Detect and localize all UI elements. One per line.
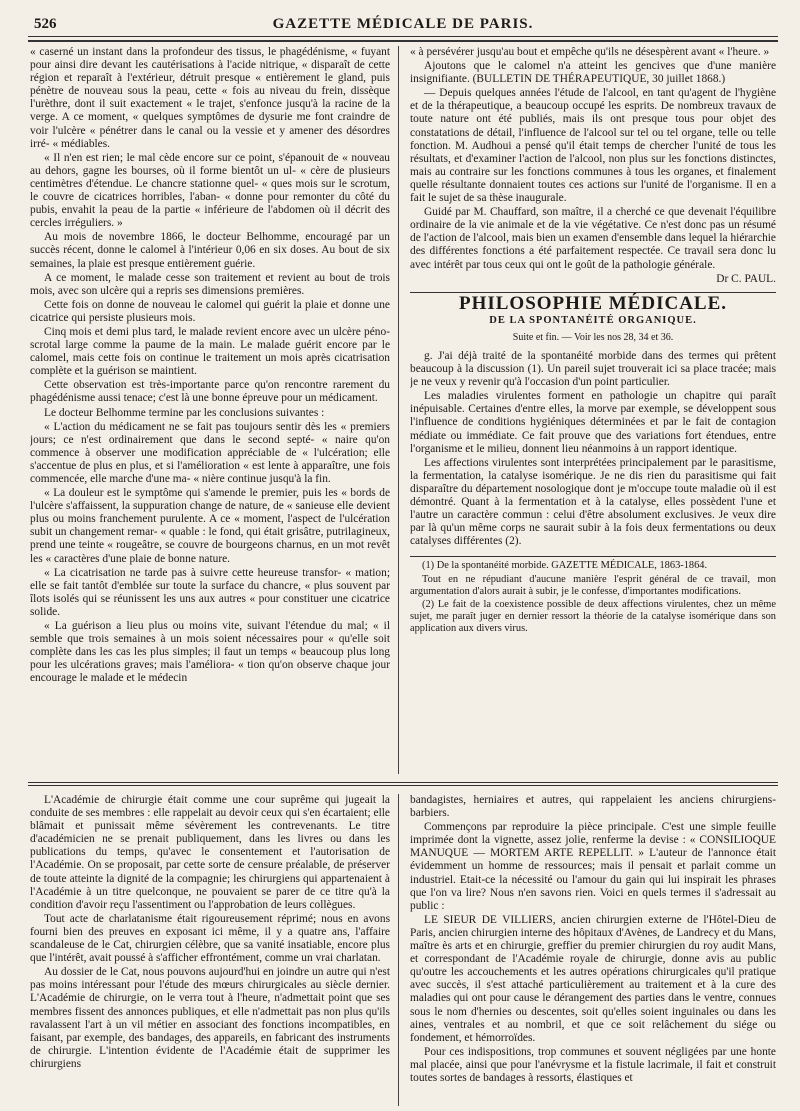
- header-rule: [28, 40, 778, 42]
- paragraph: bandagistes, herniaires et autres, qui rappelaient les anciens chirurgiens-barbiers.: [410, 794, 776, 820]
- footnotes: [410, 560, 776, 635]
- paragraph: Au mois de novembre 1866, le docteur Belhomme, encouragé par un succès récent, donne le calomel à l'intérieur 0,06 en six doses. Au bout de six semaines, la plaie est presque entièrement guérie.: [30, 231, 390, 270]
- feuilleton-rule: [28, 782, 778, 783]
- paragraph: « La douleur est le symptôme qui s'amende le premier, puis les « bords de l'ulcère s'affaissent, la suppuration change de nature, de « sanieuse elle devient plus ou moins franchement purulente. A ce « moment, l'aspect de l'ulcération subit un changement remar- « quable : le fond, qui était grisâtre, putrilagineux, prend une teinte « rougeâtre, se couvre de bourgeons charnus, en un mot revêt les « caractères d'une plaie de bonne nature.: [30, 487, 390, 565]
- top-left-column: [30, 46, 390, 776]
- paragraph: Pour ces indispositions, trop communes et souvent négligées par une honte mal placée, ainsi que pour l'anévrysme et la fistule lacrimale, il fait et construit toutes sortes de bandages à ressorts, élastiques et: [410, 1045, 776, 1084]
- feuilleton-rule: [28, 785, 778, 786]
- signature: Dr C. PAUL.: [716, 272, 776, 285]
- paragraph: Cette observation est très-importante parce qu'on rencontre rarement du phagédénisme aussi tenace; c'est là une bonne épreuve pour un médicament.: [30, 379, 390, 405]
- feuilleton-left-column: [30, 794, 390, 1106]
- paragraph: Commençons par reproduire la pièce principale. C'est une simple feuille imprimée dont la vignette, assez jolie, renferme la devise : « CONSILIOQUE MANUQUE — MORTEM ARTE REPELLIT. » L'auteur de l'annonce était évidemment un homme de ressources; mais il pensait et parlait comme un industriel. Etait-ce la nécessité ou l'amour du gain qui lui inspirait les phrases que l'on va lire? Nous n'en savons rien. Voici en quels termes il s'adressait au public :: [410, 821, 776, 912]
- section-subtitle: DE LA SPONTANÉITÉ ORGANIQUE.: [489, 314, 697, 326]
- paragraph: « La cicatrisation ne tarde pas à suivre cette heureuse transfor- « mation; elle se fait tantôt d'emblée sur toute la surface du chancre, « plus souvent par îlots isolés qui se réunissent les uns aux autres « pour constituer une cicatrice solide.: [30, 566, 390, 618]
- footnote: (2) Le fait de la coexistence possible de deux affections virulentes, chez un même sujet, me paraît juger en dernier ressort la théorie de la catalyse isomérique dans son application aux divers virus.: [410, 598, 776, 635]
- paragraph: « L'action du médicament ne se fait pas toujours sentir dès les « premiers jours; ce n'est ordinairement que dans le second septé- « naire qu'on commence à observer une modification appréciable de « l'ulcération; elle s'accentue de plus en plus, et si l'amélioration « est lente à apparaître, une fois commencée, elle marche d'une ma- « nière continue jusqu'à la fin.: [30, 420, 390, 485]
- paragraph: Ajoutons que le calomel n'a atteint les gencives que d'une manière insignifiante. (BULLETIN DE THÉRAPEUTIQUE, 30 juillet 1868.): [410, 60, 776, 86]
- section-title: PHILOSOPHIE MÉDICALE.: [458, 292, 728, 314]
- footnote-rule: [410, 556, 776, 557]
- paragraph: « à persévérer jusqu'au bout et empêche qu'ils ne désespèrent avant « l'heure. »: [410, 46, 770, 58]
- top-right-column: [410, 46, 776, 776]
- section-note: Suite et fin. — Voir les nos 28, 34 et 36.: [512, 331, 674, 343]
- paragraph: Au dossier de le Cat, nous pouvons aujourd'hui en joindre un autre qui n'est pas moins intéressant pour l'étude des mœurs chirurgicales au siècle dernier. L'Académie de chirurgie, on le verra tout à l'heure, n'admettait point que ses membres fissent des annonces publiques, et elle n'admettait pas non plus qu'ils ravalassent l'art à un vil métier en associant des fonctions incompatibles, en faisant, par exemple, des bandages, des appareils, en fabricant des instruments de chirurgie. L'intention évidente de l'Académie était de supprimer les chirurgiens: [30, 966, 390, 1070]
- paragraph: — Depuis quelques années l'étude de l'alcool, en tant qu'agent de l'hygiène et de la thérapeutique, a beaucoup occupé les esprits. De nombreux travaux de toute nature ont été publiés, mais ils ont presque tous pour objet des constatations de détail, l'influence de l'alcool sur tel ou tel organe, telle ou telle fonction. M. Audhoui a pensé qu'il était temps de chercher l'unité de tous les résultats, et d'examiner l'action de l'alcool, non plus sur les fonctions distinctes, mais au contraire sur les fonctions communes à tous les organes, et finalement quelle résultante donnaient toutes ces actions sur l'unité de l'organisme. Il en a fait le sujet de sa thèse inaugurale.: [410, 87, 776, 205]
- paragraph: LE SIEUR DE VILLIERS, ancien chirurgien externe de l'Hôtel-Dieu de Paris, ancien chirurgien interne des hôpitaux d'Avènes, de Landrecy et du Mans, maître ès arts et en chirurgie, greffier du premier chirurgien du roy audit Mans, et correspondant de l'Académie royale de chirurgie, donne avis au public qu'outre les accouchements et les autres opérations chirurgicales qu'il pratique avec succès, il s'est attaché particulièrement au traitement et à la cure des maladies qui ont pour cause le dérangement des parties dans le ventre, connues sous le nom d'hernies ou descentes, soit qu'elles soient inguinales ou dans les aines, ventrales et au nombril, et que ce soit relâchement du siége ou fondement, et hémorroïdes.: [410, 913, 776, 1044]
- column-divider: [398, 794, 399, 1106]
- paragraph: Tout acte de charlatanisme était rigoureusement réprimé; nous en avons fourni bien des preuves en exposant ici même, il y a quatre ans, l'affaire scandaleuse de le Cat, chirurgien célèbre, que sa vanité insatiable, encore plus que l'intérêt, avait poussé à s'afficher effrontément, comme un vrai charlatan.: [30, 912, 390, 965]
- paragraph: Cinq mois et demi plus tard, le malade revient encore avec un ulcère péno-scrotal large comme la paume de la main. Le malade guérit encore par le calomel, mais cette fois on continue le traitement un mois après cicatrisation complète et la guérison se maintient.: [30, 325, 390, 378]
- paragraph: « La guérison a lieu plus ou moins vite, suivant l'étendue du mal; « il semble que trois semaines à un mois soient nécessaires pour « qu'elle soit complète dans les cas les plus simples; il faut un temps « beaucoup plus long pour les ulcérations graves; mais l'améliora- « tion qu'on observe chaque jour encourage le malade et le médecin: [30, 620, 390, 685]
- paragraph: « caserné un instant dans la profondeur des tissus, le phagédénisme, « fuyant pour ainsi dire devant les cautérisations à l'acide nitrique, « disparaît de cette région et reparaît à l'extérieur, détruit presque « entièrement le gland, puis pénètre de nouveau sous la peau, cette « fois au niveau du frein, dissèque l'urèthre, dont il suit exactement « le trajet, s'enfonce jusqu'à la racine de la verge. A ce moment, « quelques symptômes de dysurie me font craindre de voir l'ulcère « pénétrer dans le canal ou la vessie et y amener des désordres irré- « médiables.: [30, 46, 390, 150]
- running-title: GAZETTE MÉDICALE DE PARIS.: [272, 16, 534, 32]
- paragraph: g. J'ai déjà traité de la spontanéité morbide dans des termes qui prêtent beaucoup à la discussion (1). Un pareil sujet trouverait ici sa place tracée; mais je ne veux y revenir qu'à l'occasion d'un point particulier.: [410, 349, 776, 389]
- paragraph: « Il n'en est rien; le mal cède encore sur ce point, s'épanouit de « nouveau au dehors, gagne les bourses, où il forme bientôt un ul- « cère de plusieurs centimètres d'étendue. Le chancre stationne quel- « ques mois sur le scrotum, le couvre de cicatrices horribles, l'aban- « donne pour remonter du côté du pubis, envahit la peau de la partie « inférieure de l'abdomen où il décrit des cercles irréguliers. »: [30, 151, 390, 230]
- paragraph: Guidé par M. Chauffard, son maître, il a cherché ce que devenait l'équilibre ordinaire de la vie animale et de la vie végétative. Ce n'est donc pas un résumé de l'action de l'alcool, mais bien un examen d'ensemble dans lequel la hiérarchie des différentes fonctions a été parfaitement respectée. Ce travail sera donc lu avec intérêt par tous ceux qui ont le goût de la pathologie générale.: [410, 206, 776, 271]
- page-number: 526: [34, 16, 57, 32]
- paragraph: A ce moment, le malade cesse son traitement et revient au bout de trois mois, avec son ulcère qui a repris ses dimensions premières.: [30, 271, 390, 297]
- footnote: (1) De la spontanéité morbide. GAZETTE MÉDICALE, 1863-1864.: [422, 560, 708, 572]
- paragraph: Les maladies virulentes forment en pathologie un chapitre qui paraît inépuisable. Certaines d'entre elles, la morve par exemple, se développent sous l'influence de conditions hygiéniques déterminées et par le fait de contagion médiate ou immédiate. Ce fait prouve que des variations fort étendues, entre l'organisme et le milieu, donnent lieu néanmoins à un rapport identique.: [410, 390, 776, 455]
- column-divider: [398, 46, 399, 774]
- footnote: Tout en ne répudiant d'aucune manière l'esprit général de ce travail, mon argumentation d'alors aurait à subir, je le confesse, d'importantes modifications.: [410, 573, 776, 597]
- paragraph: Cette fois on donne de nouveau le calomel qui guérit la plaie et donne une cicatrice qui persiste plusieurs mois.: [30, 298, 390, 324]
- page-header: [28, 14, 778, 37]
- paragraph: Les affections virulentes sont interprétées principalement par le parasitisme, la fermentation, la catalyse isomérique. Je ne dis rien du parasitisme qui fait disparaître du département nosologique dont je m'occupe toute maladie où il est démontré. Quant à la fermentation et à la catalyse, elles possèdent l'une et l'autre un caractère commun : celui d'être absolument exclusives. Je veux dire par là qu'un même corps ne saurait subir à la fois deux fermentations ou deux catalyses différentes (2).: [410, 456, 776, 548]
- paragraph: L'Académie de chirurgie était comme une cour suprême qui jugeait la conduite de ses membres : elle rappelait au devoir ceux qui s'en écartaient; elle blâmait et punissait même sévèrement les contrevenants. Le titre d'académicien ne se prenait publiquement, dans les livres ou dans les publications du temps, qu'avec le consentement et l'autorisation de l'Académie. On se proposait, par cette sorte de censure préalable, de préserver de toute atteinte la dignité de la compagnie; les chirurgiens qui appartenaient à l'Académie à un titre quelconque, ne pouvaient se parer de ce titre qu'à la condition d'avoir reçu l'assentiment ou l'approbation de leurs collègues.: [30, 794, 390, 911]
- feuilleton-right-column: [410, 794, 776, 1106]
- paragraph: Le docteur Belhomme termine par les conclusions suivantes :: [44, 406, 325, 419]
